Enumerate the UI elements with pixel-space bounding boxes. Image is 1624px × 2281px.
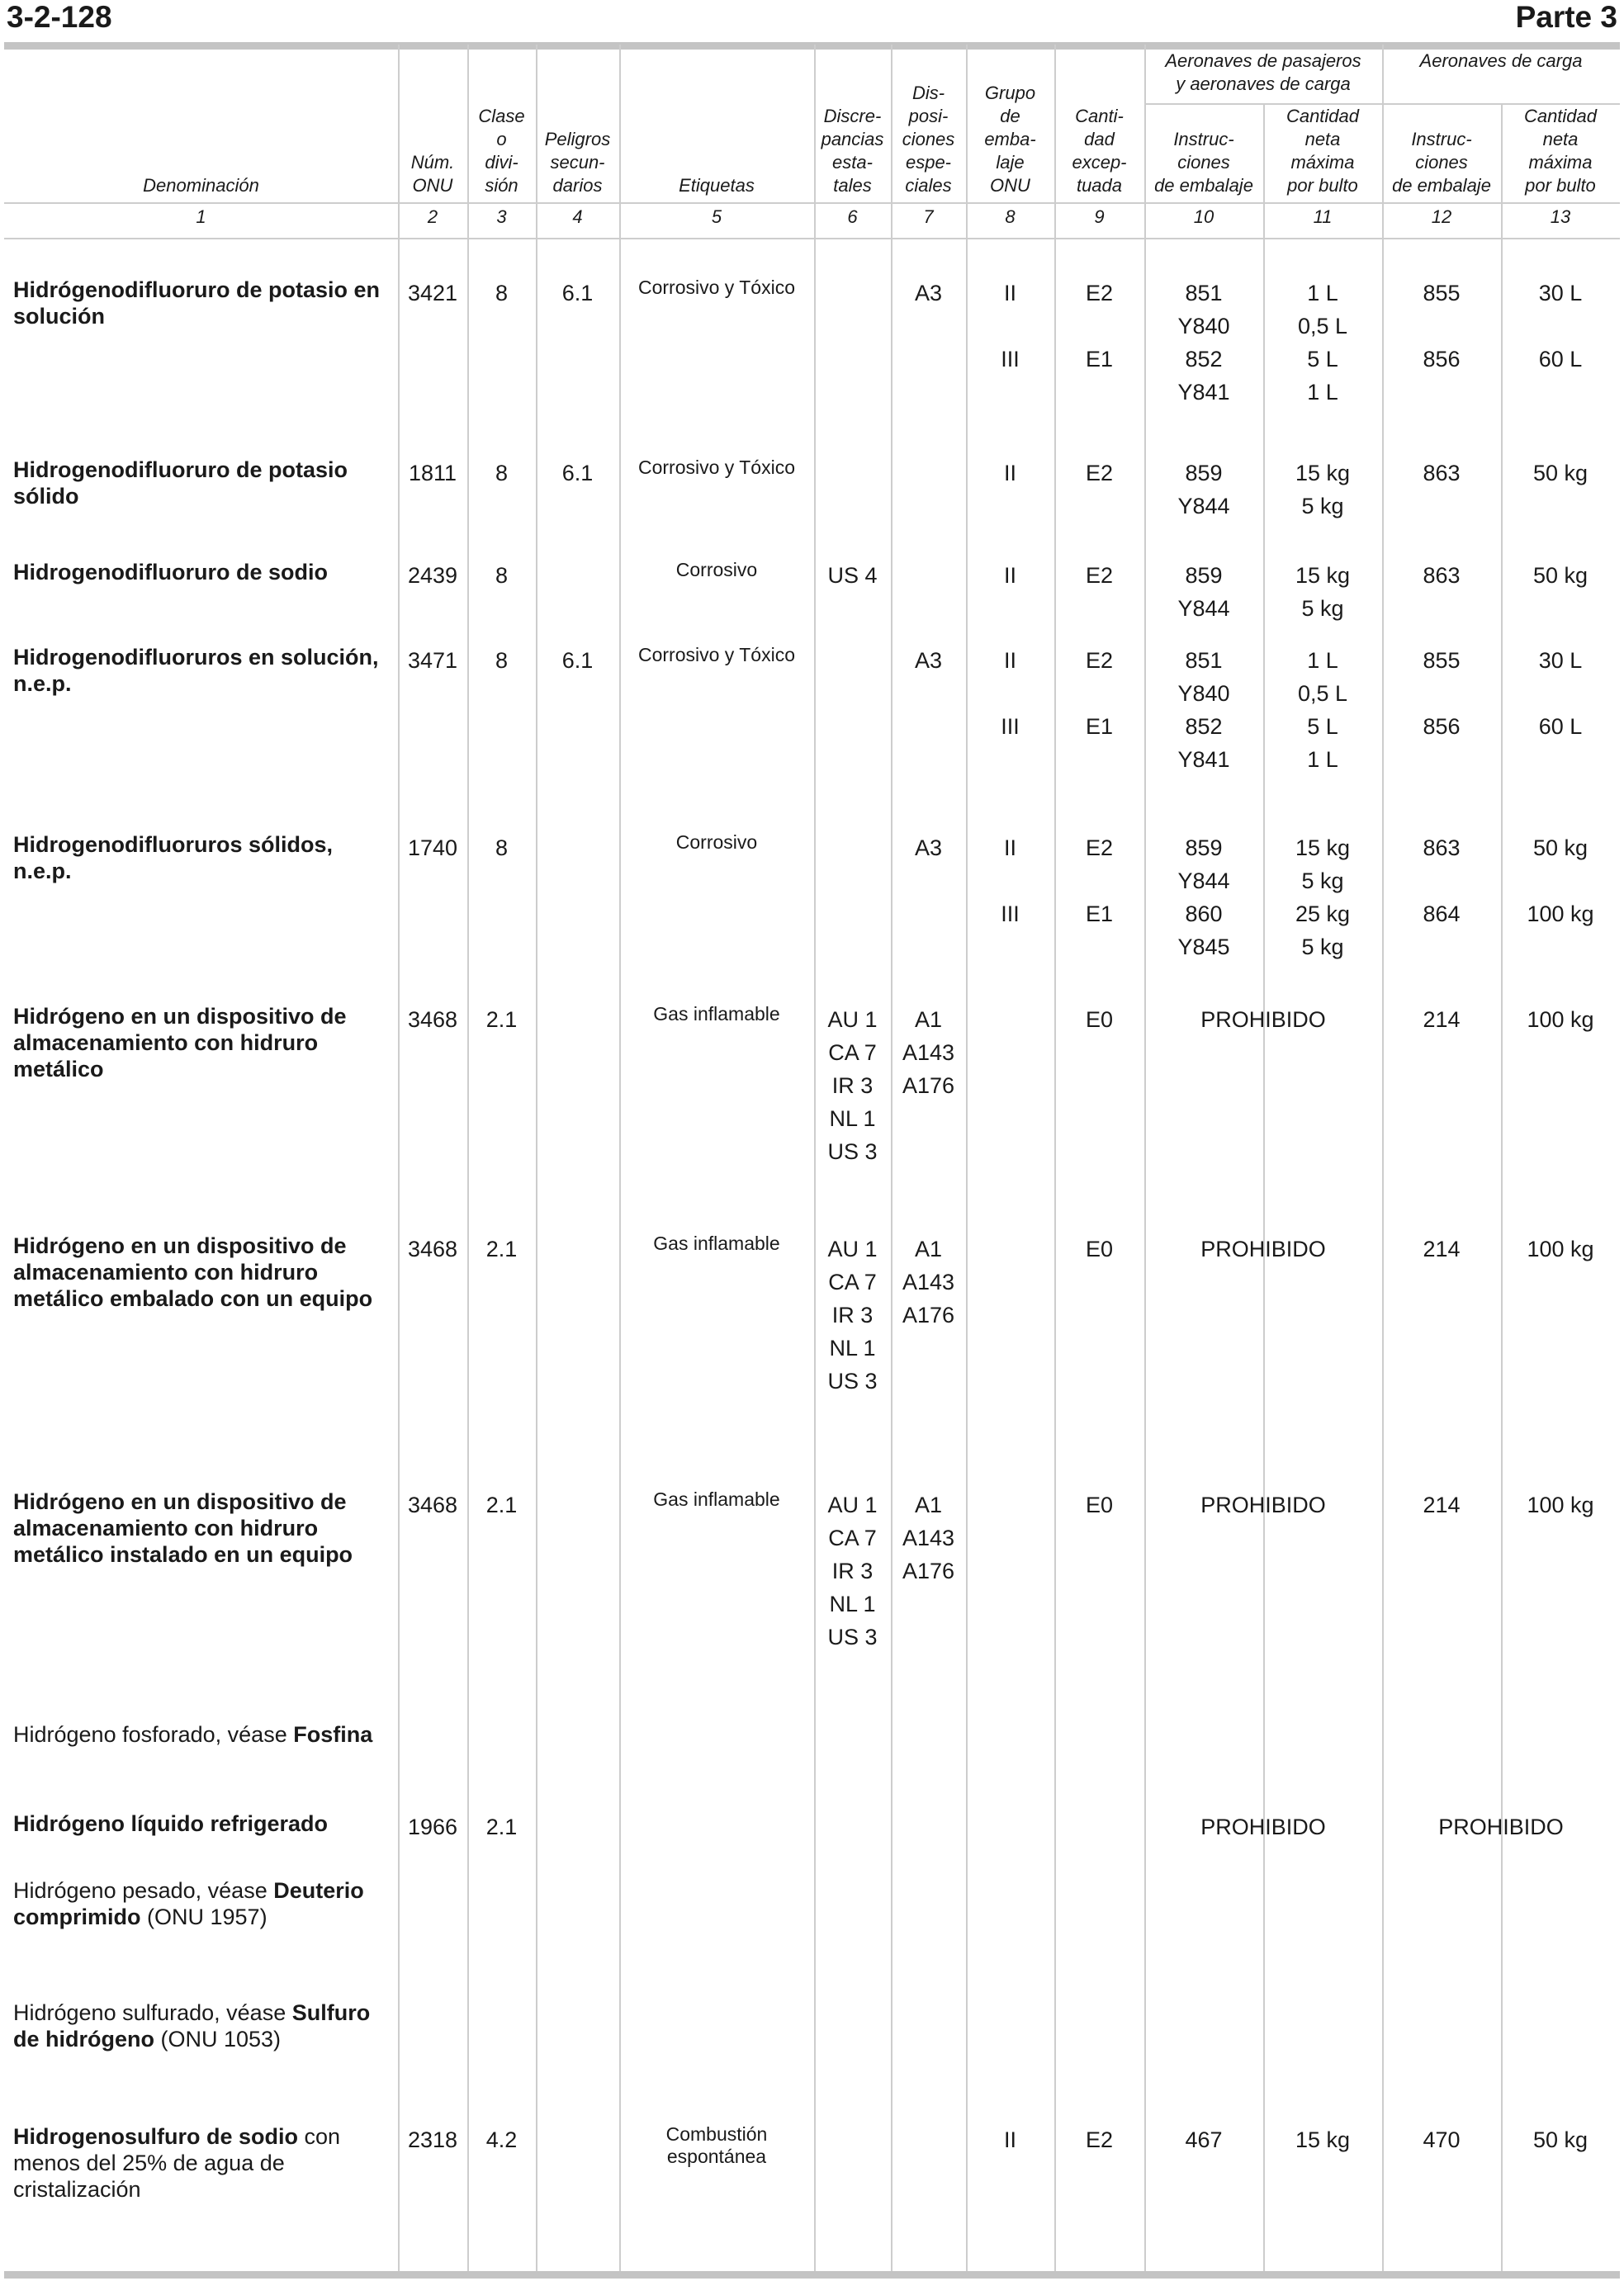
cargo-packing-instruction: 856 (1423, 347, 1461, 371)
hazard-label: Gas inflamable (653, 1488, 780, 1510)
column-header: Dis- posi- ciones espe- ciales (902, 83, 955, 196)
packing-group: II (1003, 461, 1016, 485)
pax-packing-instruction: 859 (1185, 461, 1223, 485)
pax-max-quantity: 0,5 L (1297, 314, 1348, 338)
column-number: 7 (923, 206, 934, 227)
pax-max-quantity: 1 L (1307, 281, 1338, 305)
hazard-label: Corrosivo (675, 559, 758, 580)
column-group-header: Aeronaves de pasajeros y aeronaves de carga (1165, 50, 1361, 94)
class-division: 2.1 (485, 1237, 518, 1261)
column-divider (536, 45, 537, 2271)
column-header: Discre- pancias esta- tales (821, 106, 884, 196)
column-header: Núm. ONU (410, 152, 455, 196)
cargo-packing-instruction: 863 (1423, 461, 1461, 485)
pax-max-quantity: 15 kg (1295, 563, 1351, 588)
name-segment: Sulfuro de hidrógeno (13, 2000, 371, 2051)
name-segment: (ONU 1053) (154, 2027, 282, 2051)
pax-max-quantity: 5 L (1307, 347, 1338, 371)
cargo-packing-instruction: 864 (1423, 902, 1461, 926)
pax-max-quantity: 1 L (1307, 747, 1338, 772)
row-divider (4, 202, 1620, 204)
cargo-max-quantity: 30 L (1538, 281, 1583, 305)
excepted-quantity: E1 (1085, 902, 1114, 926)
excepted-quantity: E2 (1085, 2127, 1114, 2152)
row-divider (4, 238, 1620, 239)
cargo-max-quantity: 100 kg (1527, 902, 1594, 926)
cargo-max-quantity: 100 kg (1527, 1493, 1594, 1517)
column-number: 9 (1094, 206, 1105, 227)
name-segment: Hidrógeno en un dispositivo de almacenamiento con hidruro metálico embalado con un equipo (13, 1233, 373, 1311)
column-divider (966, 45, 968, 2271)
cargo-packing-instruction: 470 (1423, 2127, 1461, 2152)
column-header: Grupo de emba- laje ONU (984, 83, 1036, 196)
cargo-packing-instruction: 214 (1423, 1237, 1461, 1261)
substance-name (13, 2123, 393, 2203)
class-division: 4.2 (485, 2127, 518, 2152)
column-header: Canti- dad excep- tuada (1072, 106, 1127, 196)
cargo-max-quantity: 60 L (1538, 714, 1583, 739)
column-group-header: Aeronaves de carga (1419, 50, 1583, 71)
pax-packing-instruction: 852 (1185, 714, 1223, 739)
column-number: 13 (1550, 206, 1571, 227)
pax-packing-instruction: Y840 (1177, 314, 1230, 338)
cargo-forbidden: PROHIBIDO (1438, 1815, 1564, 1839)
cargo-packing-instruction: 856 (1423, 714, 1461, 739)
pax-packing-instruction: 851 (1185, 648, 1223, 673)
substance-name (13, 1877, 393, 1930)
packing-group: III (1001, 347, 1020, 371)
pax-packing-instruction: Y841 (1177, 747, 1230, 772)
hazard-label: Combustión espontánea (665, 2123, 768, 2167)
pax-max-quantity: 0,5 L (1297, 681, 1348, 706)
cargo-max-quantity: 60 L (1538, 347, 1583, 371)
name-segment: Fosfina (293, 1722, 373, 1747)
secondary-hazard: 6.1 (561, 281, 594, 305)
excepted-quantity: E0 (1085, 1007, 1114, 1032)
substance-name (13, 1721, 393, 1748)
class-division: 8 (495, 281, 509, 305)
name-segment: Hidrogenodifluoruro de potasio sólido (13, 457, 348, 509)
state-variations: US 4 (827, 563, 878, 588)
cargo-packing-instruction: 214 (1423, 1007, 1461, 1032)
substance-name (13, 1488, 393, 1568)
column-number: 2 (427, 206, 438, 227)
column-header: Cantidad neta máxima por bulto (1523, 106, 1598, 196)
excepted-quantity: E1 (1085, 714, 1114, 739)
name-segment: Hidrogenodifluoruros en solución, n.e.p. (13, 645, 379, 696)
column-divider (467, 45, 469, 2271)
excepted-quantity: E2 (1085, 461, 1114, 485)
hazard-label: Corrosivo y Tóxico (637, 644, 796, 665)
packing-group: III (1001, 714, 1020, 739)
packing-group: II (1003, 563, 1016, 588)
packing-group: II (1003, 281, 1016, 305)
name-segment: Hidrogenosulfuro de sodio (13, 2124, 298, 2149)
page-part: Parte 3 (1515, 0, 1617, 34)
un-number: 2439 (407, 563, 458, 588)
column-header: Instruc- ciones de embalaje (1154, 129, 1253, 196)
cargo-max-quantity: 50 kg (1532, 563, 1588, 588)
un-number: 1811 (408, 461, 457, 485)
name-segment: Hidrogenodifluoruro de sodio (13, 560, 328, 584)
packing-group: II (1003, 648, 1016, 673)
excepted-quantity: E0 (1085, 1493, 1114, 1517)
cargo-packing-instruction: 863 (1423, 563, 1461, 588)
pax-packing-instruction: 852 (1185, 347, 1223, 371)
special-provisions: A1 A143 A176 (902, 1237, 955, 1327)
excepted-quantity: E2 (1085, 563, 1114, 588)
un-number: 2318 (407, 2127, 458, 2152)
name-segment: Hidrógenodifluoruro de potasio en solución (13, 277, 380, 329)
pax-max-quantity: 5 kg (1301, 935, 1344, 959)
substance-name (13, 644, 393, 697)
pax-packing-instruction: 859 (1185, 563, 1223, 588)
hazard-label: Gas inflamable (653, 1003, 780, 1025)
column-divider (619, 45, 621, 2271)
pax-packing-instruction: Y844 (1177, 596, 1230, 621)
column-header: Instruc- ciones de embalaje (1392, 129, 1491, 196)
substance-name (13, 831, 393, 884)
secondary-hazard: 6.1 (561, 461, 594, 485)
pax-packing-instruction: 860 (1185, 902, 1223, 926)
name-segment: Hidrógeno fosforado, véase (13, 1722, 294, 1747)
pax-packing-instruction: 467 (1185, 2127, 1223, 2152)
name-segment: Hidrógeno en un dispositivo de almacenamiento con hidruro metálico instalado en un equipo (13, 1489, 353, 1567)
pax-packing-instruction: Y844 (1177, 494, 1230, 518)
special-provisions: A3 (914, 648, 943, 673)
pax-max-quantity: 15 kg (1295, 2127, 1351, 2152)
state-variations: AU 1 CA 7 IR 3 NL 1 US 3 (827, 1007, 878, 1164)
pax-packing-instruction: 859 (1185, 835, 1223, 860)
substance-name (13, 1233, 393, 1312)
class-division: 8 (495, 648, 509, 673)
un-number: 3471 (407, 648, 458, 673)
page-reference: 3-2-128 (7, 0, 112, 34)
name-segment: Hidrógeno en un dispositivo de almacenamiento con hidruro metálico (13, 1004, 347, 1081)
class-division: 8 (495, 563, 509, 588)
pax-packing-instruction: Y845 (1177, 935, 1230, 959)
column-divider (891, 45, 892, 2271)
substance-name (13, 1810, 393, 1837)
column-number: 6 (847, 206, 858, 227)
column-number: 4 (572, 206, 583, 227)
name-segment: con menos del 25% de agua de cristalización (13, 2124, 341, 2202)
packing-group: II (1003, 2127, 1016, 2152)
state-variations: AU 1 CA 7 IR 3 NL 1 US 3 (827, 1237, 878, 1394)
column-header: Denominación (143, 175, 259, 196)
substance-name (13, 559, 393, 585)
substance-name (13, 1999, 393, 2052)
cargo-packing-instruction: 214 (1423, 1493, 1461, 1517)
un-number: 1966 (407, 1815, 458, 1839)
cargo-packing-instruction: 855 (1423, 281, 1461, 305)
column-header: Cantidad neta máxima por bulto (1285, 106, 1360, 196)
name-segment: Hidrógeno pesado, véase (13, 1878, 274, 1903)
hazard-label: Gas inflamable (653, 1233, 780, 1254)
special-provisions: A1 A143 A176 (902, 1493, 955, 1583)
column-number: 3 (496, 206, 507, 227)
column-number: 5 (711, 206, 722, 227)
column-number: 8 (1005, 206, 1016, 227)
pax-packing-instruction: 851 (1185, 281, 1223, 305)
excepted-quantity: E2 (1085, 648, 1114, 673)
un-number: 3421 (407, 281, 458, 305)
column-divider (1501, 103, 1503, 2271)
name-segment: Deuterio comprimido (13, 1878, 364, 1929)
bottom-rule (4, 2271, 1620, 2279)
cargo-max-quantity: 30 L (1538, 648, 1583, 673)
column-divider (1054, 45, 1056, 2271)
un-number: 3468 (407, 1007, 458, 1032)
secondary-hazard: 6.1 (561, 648, 594, 673)
cargo-max-quantity: 100 kg (1527, 1237, 1594, 1261)
excepted-quantity: E2 (1085, 835, 1114, 860)
class-division: 8 (495, 835, 509, 860)
cargo-max-quantity: 100 kg (1527, 1007, 1594, 1032)
pax-packing-instruction: Y841 (1177, 380, 1230, 405)
excepted-quantity: E2 (1085, 281, 1114, 305)
un-number: 3468 (407, 1237, 458, 1261)
excepted-quantity: E1 (1085, 347, 1114, 371)
pax-max-quantity: 5 kg (1301, 596, 1344, 621)
column-divider (1263, 103, 1265, 2271)
substance-name (13, 1003, 393, 1082)
pax-forbidden: PROHIBIDO (1200, 1815, 1326, 1839)
pax-max-quantity: 1 L (1307, 648, 1338, 673)
class-division: 2.1 (485, 1493, 518, 1517)
column-header: Peligros secun- darios (544, 129, 611, 196)
cargo-max-quantity: 50 kg (1532, 835, 1588, 860)
class-division: 2.1 (485, 1815, 518, 1839)
excepted-quantity: E0 (1085, 1237, 1114, 1261)
pax-max-quantity: 5 kg (1301, 494, 1344, 518)
special-provisions: A3 (914, 281, 943, 305)
name-segment: Hidrógeno sulfurado, véase (13, 2000, 292, 2025)
state-variations: AU 1 CA 7 IR 3 NL 1 US 3 (827, 1493, 878, 1649)
special-provisions: A3 (914, 835, 943, 860)
pax-packing-instruction: Y844 (1177, 868, 1230, 893)
pax-max-quantity: 15 kg (1295, 835, 1351, 860)
column-divider (398, 45, 400, 2271)
cargo-packing-instruction: 855 (1423, 648, 1461, 673)
column-number: 10 (1193, 206, 1214, 227)
cargo-max-quantity: 50 kg (1532, 461, 1588, 485)
pax-max-quantity: 5 L (1307, 714, 1338, 739)
name-segment: (ONU 1957) (140, 1905, 268, 1929)
packing-group: II (1003, 835, 1016, 860)
column-header: Etiquetas (679, 175, 755, 196)
substance-name (13, 277, 393, 329)
hazard-label: Corrosivo y Tóxico (637, 277, 796, 298)
pax-max-quantity: 25 kg (1295, 902, 1351, 926)
class-division: 2.1 (485, 1007, 518, 1032)
page-header (0, 0, 1624, 45)
column-number: 12 (1431, 206, 1452, 227)
packing-group: III (1001, 902, 1020, 926)
name-segment: Hidrógeno líquido refrigerado (13, 1811, 329, 1836)
name-segment: Hidrogenodifluoruros sólidos, n.e.p. (13, 832, 333, 883)
un-number: 1740 (407, 835, 458, 860)
class-division: 8 (495, 461, 509, 485)
pax-max-quantity: 5 kg (1301, 868, 1344, 893)
pax-forbidden: PROHIBIDO (1200, 1237, 1326, 1261)
pax-forbidden: PROHIBIDO (1200, 1493, 1326, 1517)
special-provisions: A1 A143 A176 (902, 1007, 955, 1098)
cargo-packing-instruction: 863 (1423, 835, 1461, 860)
pax-packing-instruction: Y840 (1177, 681, 1230, 706)
hazard-label: Corrosivo y Tóxico (637, 457, 796, 478)
pax-forbidden: PROHIBIDO (1200, 1007, 1326, 1032)
pax-max-quantity: 1 L (1307, 380, 1338, 405)
un-number: 3468 (407, 1493, 458, 1517)
column-divider (1382, 45, 1384, 2271)
column-number: 11 (1313, 206, 1333, 227)
pax-max-quantity: 15 kg (1295, 461, 1351, 485)
column-number: 1 (196, 206, 206, 227)
hazard-label: Corrosivo (675, 831, 758, 853)
substance-name (13, 457, 393, 509)
column-header: Clase o divi- sión (478, 106, 525, 196)
cargo-max-quantity: 50 kg (1532, 2127, 1588, 2152)
